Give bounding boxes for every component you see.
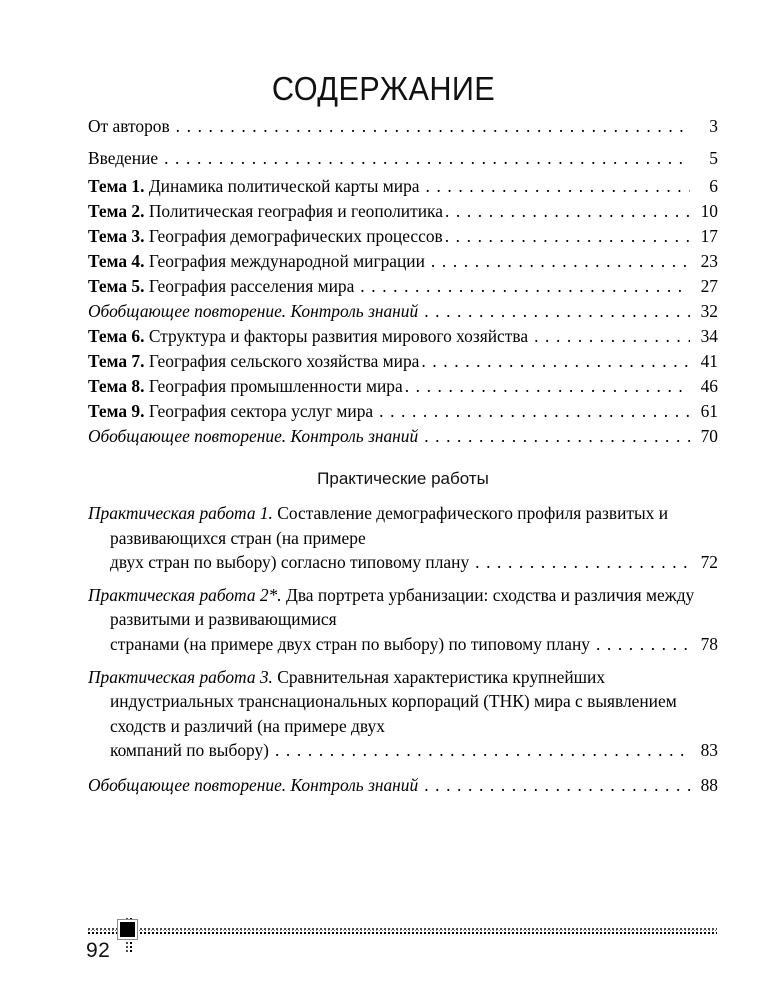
toc-entry-page: 83	[700, 740, 718, 761]
toc-entry-label	[88, 399, 373, 424]
theme-title: География сельского хозяйства мира	[144, 351, 420, 371]
toc-entry-theme-5[interactable]	[88, 274, 718, 299]
leader-dots	[596, 632, 690, 657]
toc-entry-summary-1[interactable]	[88, 299, 718, 324]
practical-work-last-line-row	[110, 550, 718, 575]
practical-work-last-line: компаний по выбору)	[110, 740, 269, 761]
theme-title: География сектора услуг мира	[144, 401, 374, 421]
practical-work-entry-2[interactable]	[88, 583, 718, 657]
leader-dots	[426, 174, 691, 199]
theme-prefix: Тема 5.	[88, 276, 145, 296]
theme-prefix: Тема 6.	[88, 326, 145, 346]
practical-work-last-line-row	[110, 632, 718, 657]
theme-prefix: Тема 4.	[88, 251, 145, 271]
toc-entry-summary-2[interactable]	[88, 424, 718, 449]
toc-entry-label	[88, 324, 528, 349]
practical-work-body: Два портрета урбанизации: сходства и различия между развитыми и развивающимися	[110, 584, 695, 630]
toc-entry-page: 32	[700, 301, 718, 321]
leader-dots	[424, 299, 690, 324]
toc-entry-summary-3[interactable]	[88, 773, 718, 798]
theme-title: География расселения мира	[144, 276, 355, 296]
practical-work-entry-3[interactable]	[88, 665, 718, 763]
leader-dots	[534, 324, 690, 349]
toc-entry-page: 41	[700, 351, 718, 371]
toc-entry-theme-1[interactable]	[88, 174, 718, 199]
toc-entry-page: 23	[700, 251, 718, 271]
leader-dots	[475, 550, 690, 575]
theme-prefix: Тема 9.	[88, 401, 145, 421]
toc-entry-theme-4[interactable]	[88, 249, 718, 274]
toc-list	[88, 110, 718, 798]
theme-title: География международной миграции	[144, 251, 425, 271]
toc-entry-label	[88, 224, 443, 249]
toc-entry-page: 27	[700, 276, 718, 296]
page-number: 92	[86, 939, 111, 962]
leader-dots	[176, 110, 690, 142]
section-heading-practical-works: Практические работы	[317, 469, 489, 488]
leader-dots	[424, 773, 690, 798]
toc-entry-page: 6	[709, 176, 718, 196]
toc-entry-label	[88, 249, 425, 274]
theme-title: География демографических процессов	[144, 226, 443, 246]
toc-entry-front-0[interactable]	[88, 110, 718, 142]
toc-entry-theme-6[interactable]	[88, 324, 718, 349]
theme-title: Политическая география и геополитика	[144, 201, 443, 221]
leader-dots	[405, 374, 690, 399]
toc-entry-page: 34	[700, 326, 718, 346]
toc-entry-theme-2[interactable]	[88, 199, 718, 224]
theme-prefix: Тема 2.	[88, 201, 145, 221]
leader-dots	[445, 199, 690, 224]
toc-entry-page: 61	[700, 401, 718, 421]
practical-work-title: Практическая работа 1.	[88, 503, 273, 523]
theme-prefix: Тема 8.	[88, 376, 145, 396]
toc-entry-label	[88, 274, 354, 299]
toc-entry-label	[88, 349, 419, 374]
page-footer	[0, 918, 767, 978]
practical-work-body: Сравнительная характеристика крупнейших индустриальных транснациональных корпораций (ТНК) мира с выявлением сходств и различий (на примере двух	[110, 666, 677, 736]
toc-entry-page: 72	[700, 552, 718, 573]
practical-work-last-line-row	[110, 738, 718, 763]
toc-entry-page: 10	[700, 201, 718, 221]
leader-dots	[360, 274, 690, 299]
toc-entry-label	[88, 374, 403, 399]
toc-entry-label: Введение	[88, 148, 159, 168]
practical-work-entry-1[interactable]	[88, 501, 718, 575]
toc-entry-page: 70	[700, 426, 718, 446]
theme-title: Структура и факторы развития мирового хозяйства	[144, 326, 529, 346]
theme-title: Динамика политической карты мира	[144, 176, 420, 196]
toc-entry-theme-3[interactable]	[88, 224, 718, 249]
page-title: СОДЕРЖАНИЕ	[271, 70, 496, 107]
practical-work-last-line: двух стран по выбору) согласно типовому плану	[110, 552, 470, 573]
leader-dots	[421, 349, 690, 374]
toc-entry-page: 17	[700, 226, 718, 246]
leader-dots	[424, 424, 690, 449]
theme-prefix: Тема 1.	[88, 176, 145, 196]
toc-entry-page: 88	[700, 774, 718, 795]
toc-entry-theme-7[interactable]	[88, 349, 718, 374]
square-ornament-icon	[120, 922, 135, 937]
toc-entry-theme-9[interactable]	[88, 399, 718, 424]
toc-entry-front-1[interactable]	[88, 142, 718, 174]
theme-title: География промышленности мира	[144, 376, 403, 396]
leader-dots	[445, 224, 690, 249]
leader-dots	[275, 738, 690, 763]
practical-work-last-line: странами (на примере двух стран по выбору) по типовому плану	[110, 633, 590, 654]
toc-entry-label: От авторов	[88, 116, 170, 136]
toc-entry-page: 3	[709, 116, 718, 136]
toc-entry-label	[88, 174, 420, 199]
toc-entry-theme-8[interactable]	[88, 374, 718, 399]
theme-prefix: Тема 3.	[88, 226, 145, 246]
practical-work-title: Практическая работа 3.	[88, 666, 273, 687]
toc-entry-label	[88, 199, 443, 224]
toc-entry-label: Обобщающее повторение. Контроль знаний	[88, 426, 419, 446]
toc-entry-page: 46	[700, 376, 718, 396]
footer-rule-secondary	[88, 928, 717, 934]
practical-work-body: Составление демографического профиля развитых и развивающихся стран (на примере	[110, 503, 669, 548]
leader-dots	[164, 142, 690, 174]
practical-work-title: Практическая работа 2*.	[88, 584, 282, 605]
toc-entry-page: 5	[709, 148, 718, 168]
toc-entry-label: Обобщающее повторение. Контроль знаний	[88, 301, 419, 321]
leader-dots	[379, 399, 690, 424]
toc-entry-label: Обобщающее повторение. Контроль знаний	[88, 774, 419, 795]
theme-prefix: Тема 7.	[88, 351, 145, 371]
toc-entry-page: 78	[700, 633, 718, 654]
leader-dots	[431, 249, 690, 274]
